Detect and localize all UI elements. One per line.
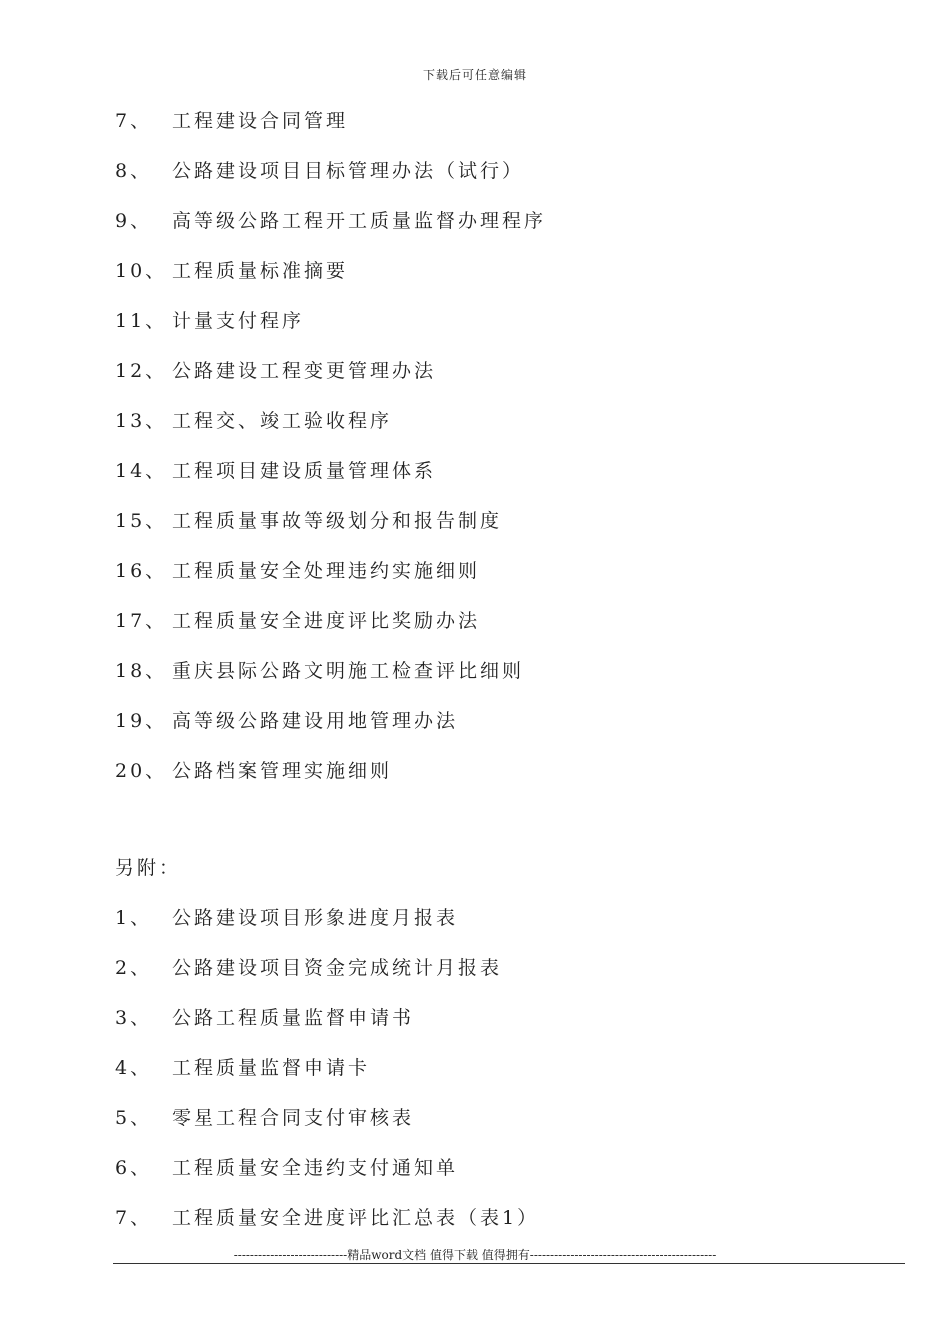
list-item-number: 7、 bbox=[115, 110, 153, 132]
list-item-text: 公路建设工程变更管理办法 bbox=[172, 360, 437, 382]
list-item-number: 9、 bbox=[115, 210, 153, 232]
footer-divider bbox=[113, 1263, 905, 1264]
list-item-text: 工程质量事故等级划分和报告制度 bbox=[172, 510, 503, 532]
list-item-number: 5、 bbox=[115, 1107, 153, 1129]
list-item-number: 18、 bbox=[115, 660, 168, 682]
list-item-number: 14、 bbox=[115, 460, 168, 482]
list-item-text: 零星工程合同支付审核表 bbox=[172, 1107, 415, 1129]
list-item-number: 17、 bbox=[115, 610, 168, 632]
page-header: 下载后可任意编辑 bbox=[422, 68, 527, 82]
list-item-text: 公路建设项目目标管理办法（试行） bbox=[172, 160, 525, 182]
list-item-text: 工程质量安全进度评比汇总表（表1） bbox=[172, 1207, 540, 1229]
list-item-text: 工程交、竣工验收程序 bbox=[172, 410, 393, 432]
list-item-text: 重庆县际公路文明施工检查评比细则 bbox=[172, 660, 525, 682]
list-item-text: 工程质量标准摘要 bbox=[172, 260, 349, 282]
list-item-number: 2、 bbox=[115, 957, 153, 979]
list-item-text: 公路档案管理实施细则 bbox=[172, 760, 393, 782]
list-item-text: 公路工程质量监督申请书 bbox=[172, 1007, 415, 1029]
list-item-text: 工程建设合同管理 bbox=[172, 110, 349, 132]
list-item-number: 10、 bbox=[115, 260, 168, 282]
list-item-text: 高等级公路建设用地管理办法 bbox=[172, 710, 459, 732]
list-item-number: 11、 bbox=[115, 310, 168, 332]
list-item-number: 13、 bbox=[115, 410, 168, 432]
list-item-number: 12、 bbox=[115, 360, 168, 382]
list-item-number: 4、 bbox=[115, 1057, 153, 1079]
list-item-number: 7、 bbox=[115, 1207, 153, 1229]
list-item-text: 公路建设项目形象进度月报表 bbox=[172, 907, 459, 929]
list-item-text: 工程质量监督申请卡 bbox=[172, 1057, 371, 1079]
list-item-number: 6、 bbox=[115, 1157, 153, 1179]
list-item-text: 高等级公路工程开工质量监督办理程序 bbox=[172, 210, 547, 232]
list-item-text: 工程质量安全进度评比奖励办法 bbox=[172, 610, 481, 632]
list-item-number: 15、 bbox=[115, 510, 168, 532]
list-item-number: 1、 bbox=[115, 907, 153, 929]
list-item-text: 公路建设项目资金完成统计月报表 bbox=[172, 957, 503, 979]
list-item-number: 16、 bbox=[115, 560, 168, 582]
list-item-text: 计量支付程序 bbox=[172, 310, 305, 332]
appendix-title: 另附： bbox=[115, 857, 182, 879]
list-item-number: 20、 bbox=[115, 760, 168, 782]
list-item-text: 工程项目建设质量管理体系 bbox=[172, 460, 437, 482]
list-item-number: 19、 bbox=[115, 710, 168, 732]
list-item-number: 8、 bbox=[115, 160, 153, 182]
list-item-text: 工程质量安全处理违约实施细则 bbox=[172, 560, 481, 582]
list-item-text: 工程质量安全违约支付通知单 bbox=[172, 1157, 459, 1179]
list-item-number: 3、 bbox=[115, 1007, 153, 1029]
page-footer: ----------------------------精品word文档 值得下载 值得拥有---------------------------------------------- bbox=[233, 1248, 717, 1262]
